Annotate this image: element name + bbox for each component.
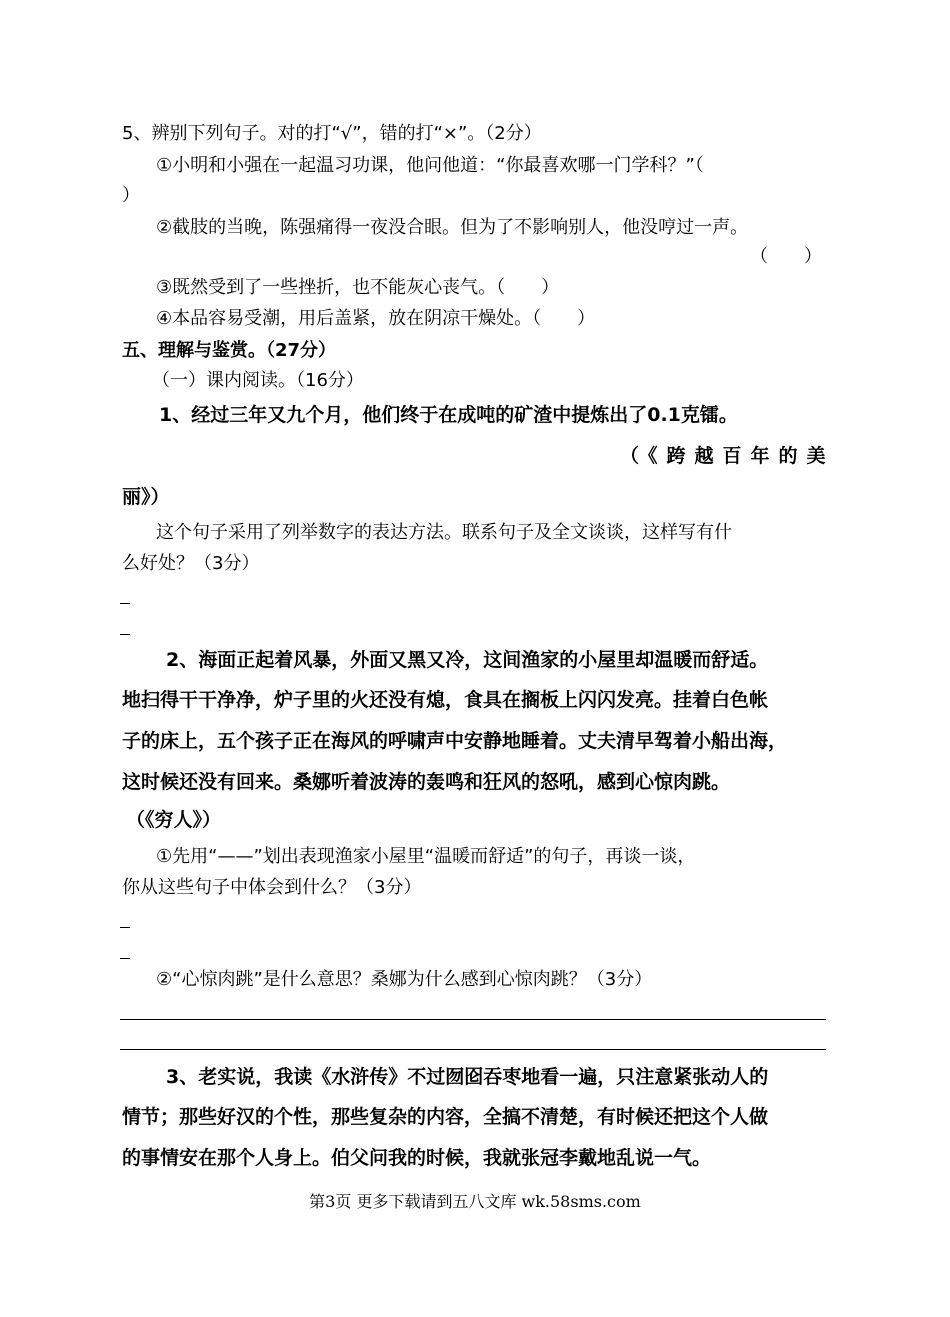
answer-line	[120, 603, 130, 604]
reading-2-question-2: ②“心惊肉跳”是什么意思？桑娜为什么感到心惊肉跳？（3分）	[156, 969, 653, 990]
reading-3-para-line-1: 3、老实说，我读《水浒传》不过囫囵吞枣地看一遍，只注意紧张动人的	[166, 1066, 769, 1088]
reading-2-para-line-4: 这时候还没有回来。桑娜听着波涛的轰鸣和狂风的怒吼，感到心惊肉跳。	[122, 771, 731, 793]
reading-1-source-end: 丽》）	[122, 486, 170, 508]
q5-sentence-1-bracket: ）	[122, 185, 140, 206]
answer-line	[120, 1049, 826, 1050]
reading-3-para-line-3: 的事情安在那个人身上。伯父问我的时候，我就张冠李戴地乱说一气。	[122, 1147, 712, 1169]
q5-sentence-4: ④本品容易受潮，用后盖紧，放在阴凉干燥处。（ ）	[156, 308, 596, 329]
answer-line	[120, 958, 130, 959]
reading-1-quote: 1、经过三年又九个月，他们终于在成吨的矿渣中提炼出了0.1克镭。	[159, 404, 738, 426]
reading-2-para-line-2: 地扫得干干净净，炉子里的火还没有熄，食具在搁板上闪闪发亮。挂着白色帐	[122, 689, 769, 711]
subsection-1-title: （一）课内阅读。（16分）	[152, 370, 364, 391]
reading-1-question-cont: 么好处？（3分）	[122, 553, 260, 574]
q5-title: 5、辨别下列句子。对的打“√”，错的打“×”。（2分）	[122, 123, 542, 144]
q5-sentence-2-bracket: （ ）	[750, 246, 822, 267]
reading-2-source: （《穷人》）	[126, 809, 222, 831]
answer-line	[120, 927, 130, 928]
q5-sentence-3: ③既然受到了一些挫折，也不能灰心丧气。（ ）	[156, 277, 560, 298]
page-footer: 第3页 更多下载请到五八文库 wk.58sms.com	[309, 1192, 641, 1211]
reading-2-para-line-3: 子的床上，五个孩子正在海风的呼啸声中安静地睡着。丈夫清早驾着小船出海，	[122, 730, 788, 752]
q5-sentence-1: ①小明和小强在一起温习功课，他问他道：“你最喜欢哪一门学科？”（	[156, 155, 704, 176]
answer-line	[120, 1019, 826, 1020]
reading-1-source: （《跨越百年的美	[620, 445, 835, 467]
reading-2-para-line-1: 2、海面正起着风暴，外面又黑又冷，这间渔家的小屋里却温暖而舒适。	[166, 649, 769, 671]
reading-2-question-1-cont: 你从这些句子中体会到什么？（3分）	[122, 877, 422, 898]
reading-1-question: 这个句子采用了列举数字的表达方法。联系句子及全文谈谈，这样写有什	[156, 522, 732, 543]
reading-2-question-1: ①先用“——”划出表现渔家小屋里“温暖而舒适”的句子，再谈一谈，	[156, 846, 696, 867]
answer-line	[120, 634, 130, 635]
reading-3-para-line-2: 情节；那些好汉的个性，那些复杂的内容，全搞不清楚，有时候还把这个人做	[122, 1106, 769, 1128]
section-5-title: 五、理解与鉴赏。（27分）	[122, 340, 337, 361]
q5-sentence-2: ②截肢的当晚，陈强痛得一夜没合眼。但为了不影响别人，他没哼过一声。	[156, 217, 749, 238]
